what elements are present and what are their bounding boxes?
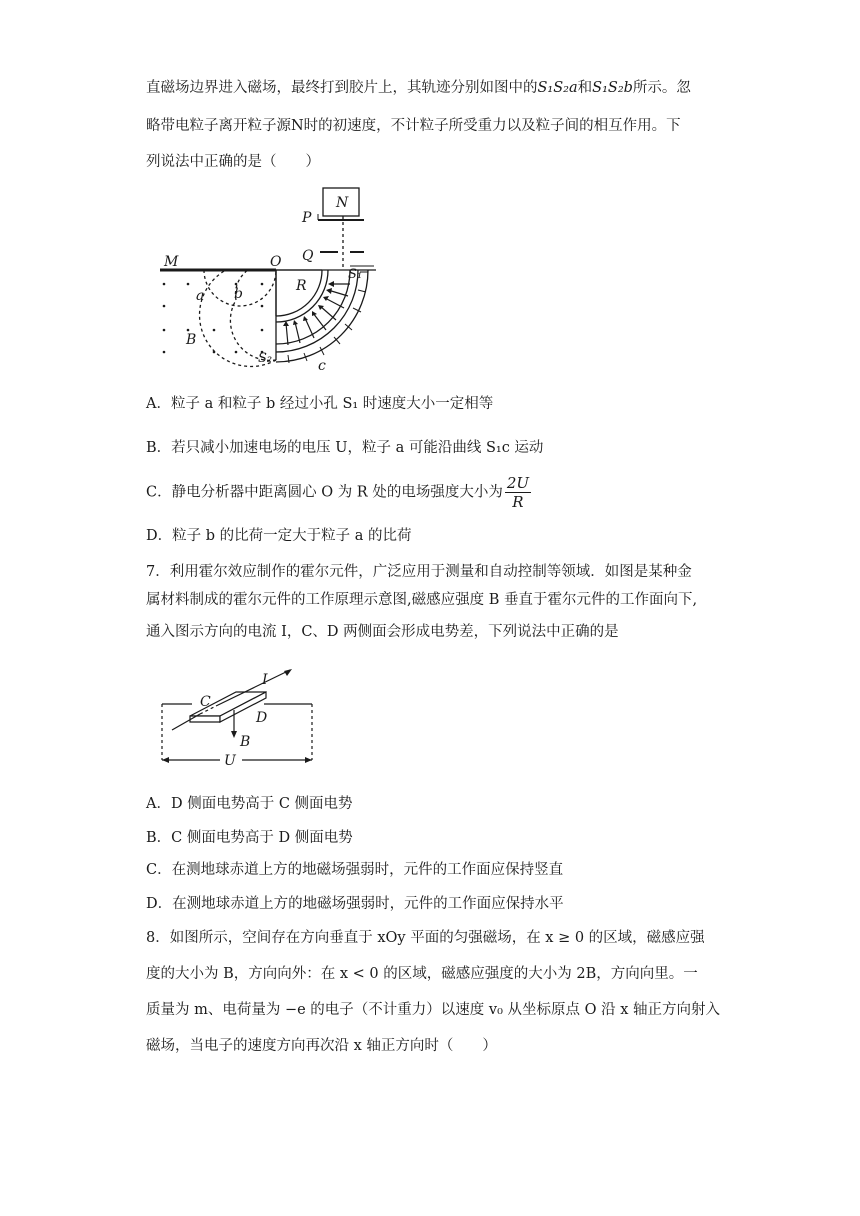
- label-B: B: [240, 734, 251, 750]
- label-D: D: [256, 710, 268, 726]
- label-U: U: [224, 753, 236, 769]
- label-S2: S₂: [258, 351, 273, 366]
- q6-stem-line-2: 略带电粒子离开粒子源N时的初速度，不计粒子所受重力以及粒子间的相互作用。下: [146, 118, 681, 134]
- label-C: C: [200, 694, 211, 710]
- label-O: O: [270, 254, 282, 270]
- q7-stem-line-2: 属材料制成的霍尔元件的工作原理示意图,磁感应强度 B 垂直于霍尔元件的工作面向下,: [146, 592, 698, 608]
- q6-option-d: D．粒子 b 的比荷一定大于粒子 a 的比荷: [146, 528, 412, 544]
- label-R: R: [296, 278, 307, 294]
- q8-stem-line-4: 磁场，当电子的速度方向再次沿 x 轴正方向时（ ）: [146, 1038, 497, 1054]
- q6-option-c-text: C．静电分析器中距离圆心 O 为 R 处的电场强度大小为: [146, 484, 503, 501]
- q7-option-a: A．D 侧面电势高于 C 侧面电势: [146, 796, 353, 812]
- q7-option-b: B．C 侧面电势高于 D 侧面电势: [146, 830, 353, 846]
- q7-stem-line-3: 通入图示方向的电流 I，C、D 两侧面会形成电势差，下列说法中正确的是: [146, 624, 619, 640]
- q6-and-text: 和: [577, 80, 593, 96]
- q8-stem-line-3: 质量为 m、电荷量为 −e 的电子（不计重力）以速度 v₀ 从坐标原点 O 沿 x 轴正方向射入: [146, 1002, 721, 1018]
- q7-stem-line-1: 7．利用霍尔效应制作的霍尔元件，广泛应用于测量和自动控制等领域．如图是某种金: [146, 564, 692, 580]
- label-P: P: [302, 210, 312, 226]
- q7-option-c: C．在测地球赤道上方的地磁场强弱时，元件的工作面应保持竖直: [146, 862, 564, 878]
- q6-option-b: B．若只减小加速电场的电压 U，粒子 a 可能沿曲线 S₁c 运动: [146, 440, 544, 456]
- q6-option-c: [146, 474, 531, 511]
- label-a: a: [196, 288, 205, 304]
- q6-path-b-symbol: S₁S₂b: [592, 80, 633, 96]
- fraction-denominator: R: [512, 493, 524, 511]
- q6-option-a: A．粒子 a 和粒子 b 经过小孔 S₁ 时速度大小一定相等: [146, 396, 494, 412]
- q6-stem-line-1: [146, 78, 691, 98]
- q6-line1-text: 直磁场边界进入磁场，最终打到胶片上，其轨迹分别如图中的: [146, 80, 538, 96]
- q6-line1-end: 所示。忽: [632, 80, 691, 96]
- label-I: I: [262, 672, 268, 688]
- q6-stem-line-3: 列说法中正确的是（ ）: [146, 154, 320, 170]
- q7-hall-element-figure: [156, 668, 326, 770]
- label-b: b: [234, 286, 243, 302]
- q7-option-d: D．在测地球赤道上方的地磁场强弱时，元件的工作面应保持水平: [146, 896, 564, 912]
- label-B: B: [186, 332, 197, 348]
- label-N: N: [336, 195, 349, 211]
- fraction-numerator: 2U: [506, 474, 530, 492]
- label-S1: S₁: [348, 267, 363, 282]
- label-M: M: [164, 254, 179, 270]
- fraction-2U-over-R: [505, 474, 531, 511]
- label-c: c: [318, 358, 326, 374]
- q8-stem-line-1: 8．如图所示，空间存在方向垂直于 xOy 平面的匀强磁场，在 x ≥ 0 的区域，磁感应强: [146, 930, 705, 946]
- label-Q: Q: [302, 248, 314, 264]
- q8-stem-line-2: 度的大小为 B，方向向外：在 x < 0 的区域，磁感应强度的大小为 2B，方向向里。一: [146, 966, 698, 982]
- q6-mass-spectrometer-figure: [150, 180, 390, 375]
- q6-path-a-symbol: S₁S₂a: [537, 80, 578, 96]
